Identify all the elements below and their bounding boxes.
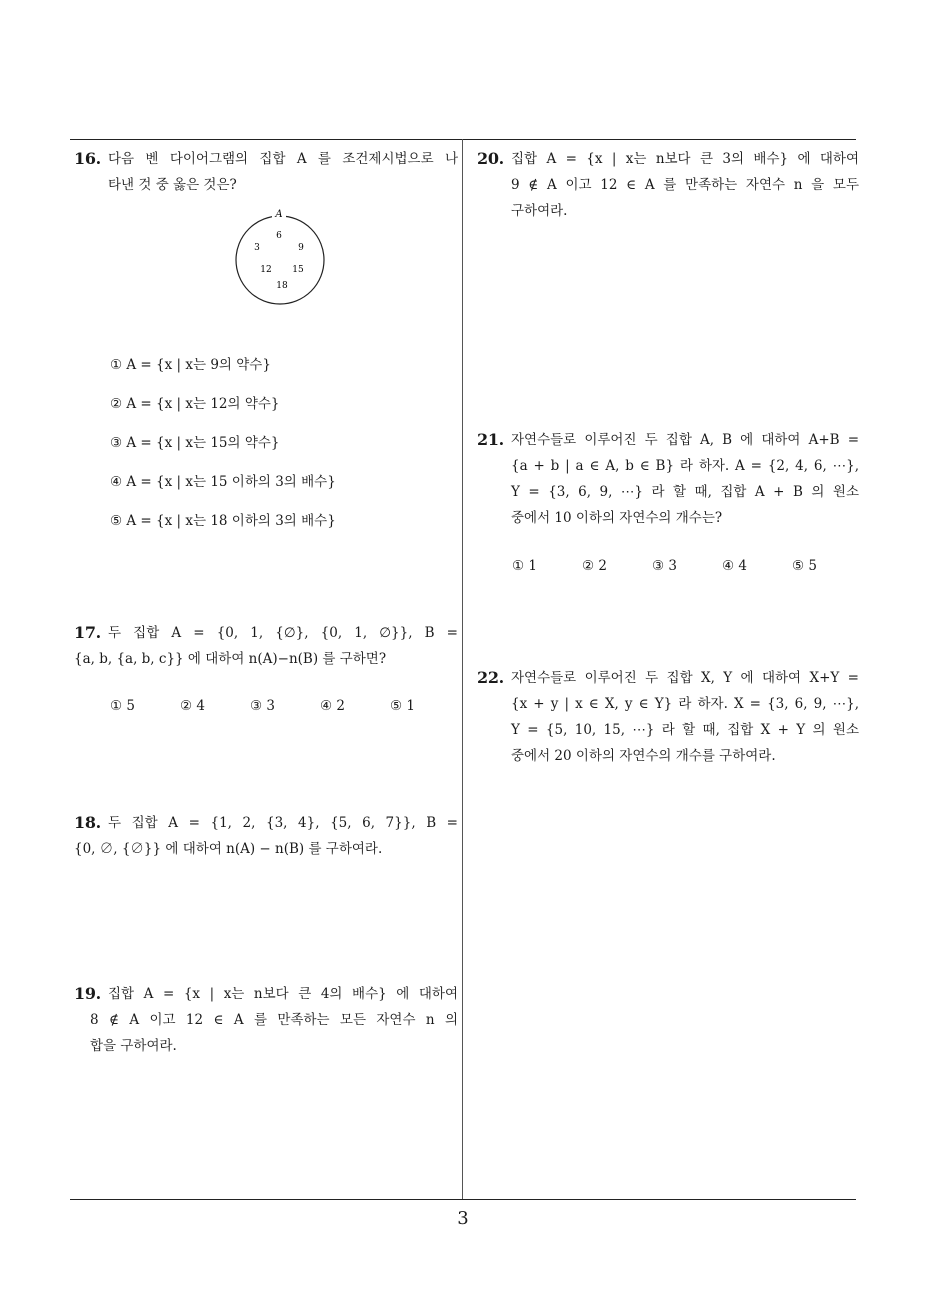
venn-label: A bbox=[275, 209, 283, 220]
stem-line: 두 집합 A = {1, 2, {3, 4}, {5, 6, 7}}, B = bbox=[108, 815, 458, 831]
choice-4[interactable]: ④ 2 bbox=[320, 698, 345, 714]
stem-line: {x + y | x ∈ X, y ∈ Y} 라 하자. X = {3, 6, 9, ⋯}, bbox=[511, 696, 859, 712]
stem-line: 타낸 것 중 옳은 것은? bbox=[108, 177, 237, 193]
stem-line: 자연수들로 이루어진 두 집합 X, Y 에 대하여 X+Y = bbox=[511, 670, 859, 686]
problem-16 bbox=[74, 146, 458, 198]
venn-element: 3 bbox=[254, 243, 260, 253]
stem-line: {a, b, {a, b, c}} 에 대하여 n(A)−n(B) 를 구하면? bbox=[74, 651, 387, 667]
stem-line: {0, ∅, {∅}} 에 대하여 n(A) − n(B) 를 구하여라. bbox=[74, 841, 383, 857]
stem-line: 자연수들로 이루어진 두 집합 A, B 에 대하여 A+B = bbox=[511, 432, 859, 448]
choice-row bbox=[110, 698, 430, 718]
stem-line: 중에서 20 이하의 자연수의 개수를 구하여라. bbox=[511, 748, 776, 764]
venn-element: 18 bbox=[276, 281, 288, 291]
stem-line: 합을 구하여라. bbox=[90, 1038, 177, 1054]
stem-line: 중에서 10 이하의 자연수의 개수는? bbox=[511, 510, 723, 526]
problem-stem bbox=[511, 665, 859, 769]
page-number: 3 bbox=[457, 1208, 469, 1229]
problem-number: 17. bbox=[74, 623, 101, 642]
bottom-rule bbox=[70, 1199, 856, 1200]
problem-22 bbox=[477, 665, 859, 769]
problem-number: 16. bbox=[74, 149, 101, 168]
choice-3[interactable]: ③ 3 bbox=[652, 558, 677, 574]
choice-1[interactable]: ① A = {x | x는 9의 약수} bbox=[110, 357, 271, 373]
stem-line: 9 ∉ A 이고 12 ∈ A 를 만족하는 자연수 n 을 모두 bbox=[511, 177, 859, 193]
problem-number: 21. bbox=[477, 430, 504, 449]
stem-line: 집합 A = {x | x는 n보다 큰 3의 배수} 에 대하여 bbox=[511, 151, 859, 167]
choice-5[interactable]: ⑤ 1 bbox=[390, 698, 415, 714]
choice-2[interactable]: ② 4 bbox=[180, 698, 205, 714]
venn-element: 15 bbox=[292, 265, 304, 275]
problem-20 bbox=[477, 146, 859, 224]
choice-5[interactable]: ⑤ A = {x | x는 18 이하의 3의 배수} bbox=[110, 513, 336, 529]
choice-list bbox=[110, 353, 430, 543]
venn-element: 12 bbox=[260, 265, 272, 275]
problem-stem bbox=[511, 146, 859, 224]
choice-2[interactable]: ② A = {x | x는 12의 약수} bbox=[110, 396, 280, 412]
column-divider bbox=[462, 139, 463, 1199]
choice-row bbox=[512, 558, 832, 578]
problem-number: 20. bbox=[477, 149, 504, 168]
problem-stem bbox=[90, 981, 458, 1059]
stem-line: 두 집합 A = {0, 1, {∅}, {0, 1, ∅}}, B = bbox=[108, 625, 458, 641]
stem-line: Y = {5, 10, 15, ⋯} 라 할 때, 집합 X + Y 의 원소 bbox=[511, 722, 859, 738]
choice-3[interactable]: ③ 3 bbox=[250, 698, 275, 714]
problem-stem bbox=[108, 146, 458, 198]
venn-element: 6 bbox=[276, 231, 282, 241]
stem-line: 집합 A = {x | x는 n보다 큰 4의 배수} 에 대하여 bbox=[108, 986, 458, 1002]
problem-17 bbox=[74, 620, 458, 672]
choice-5[interactable]: ⑤ 5 bbox=[792, 558, 817, 574]
problem-number: 22. bbox=[477, 668, 504, 687]
choice-4[interactable]: ④ 4 bbox=[722, 558, 747, 574]
stem-line: {a + b | a ∈ A, b ∈ B} 라 하자. A = {2, 4, 6, ⋯}, bbox=[511, 458, 859, 474]
problem-19 bbox=[74, 981, 458, 1059]
choice-3[interactable]: ③ A = {x | x는 15의 약수} bbox=[110, 435, 280, 451]
top-rule bbox=[70, 139, 856, 140]
choice-2[interactable]: ② 2 bbox=[582, 558, 607, 574]
problem-21 bbox=[477, 427, 859, 531]
problem-number: 18. bbox=[74, 813, 101, 832]
problem-number: 19. bbox=[74, 984, 101, 1003]
venn-element: 9 bbox=[298, 243, 304, 253]
stem-line: 다음 벤 다이어그램의 집합 A 를 조건제시법으로 나 bbox=[108, 151, 458, 167]
choice-1[interactable]: ① 1 bbox=[512, 558, 537, 574]
stem-line: 구하여라. bbox=[511, 203, 568, 219]
stem-line: 8 ∉ A 이고 12 ∈ A 를 만족하는 모든 자연수 n 의 bbox=[90, 1012, 458, 1028]
venn-diagram bbox=[228, 208, 332, 312]
stem-line: Y = {3, 6, 9, ⋯} 라 할 때, 집합 A + B 의 원소 bbox=[511, 484, 859, 500]
problem-18 bbox=[74, 810, 458, 862]
choice-4[interactable]: ④ A = {x | x는 15 이하의 3의 배수} bbox=[110, 474, 336, 490]
choice-1[interactable]: ① 5 bbox=[110, 698, 135, 714]
problem-stem bbox=[511, 427, 859, 531]
